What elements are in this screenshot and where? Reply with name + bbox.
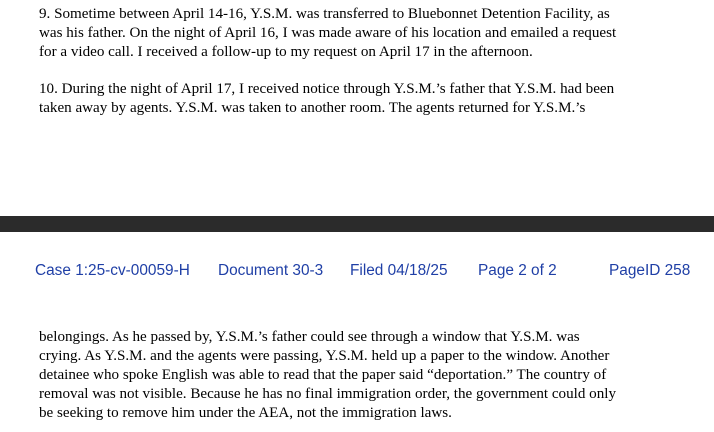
paragraph-9-line: 9. Sometime between April 14-16, Y.S.M. was transferred to Bluebonnet Detention Facility, as [39, 6, 610, 22]
paragraph-10-continued-line: crying. As Y.S.M. and the agents were passing, Y.S.M. held up a paper to the window. Another [39, 348, 610, 364]
paragraph-10-continued-line: belongings. As he passed by, Y.S.M.’s father could see through a window that Y.S.M. was [39, 329, 580, 345]
paragraph-10-continued-line: be seeking to remove him under the AEA, not the immigration laws. [39, 405, 452, 421]
case-number: Case 1:25-cv-00059-H [35, 262, 190, 279]
page-number: Page 2 of 2 [478, 262, 557, 279]
paragraph-9 [39, 5, 689, 62]
page-id: PageID 258 [609, 262, 691, 279]
document-number: Document 30-3 [218, 262, 324, 279]
paragraph-10-continued-line: detainee who spoke English was able to read that the paper said “deportation.” The country of [39, 367, 607, 383]
paragraph-10-continued [39, 328, 689, 423]
paragraph-10-line: taken away by agents. Y.S.M. was taken to another room. The agents returned for Y.S.M.’s [39, 100, 586, 116]
paragraph-9-line: for a video call. I received a follow-up to my request on April 17 in the afternoon. [39, 44, 533, 60]
page-break-divider [0, 216, 714, 232]
paragraph-10 [39, 80, 689, 118]
paragraph-10-line: 10. During the night of April 17, I received notice through Y.S.M.’s father that Y.S.M. had been [39, 81, 615, 97]
paragraph-9-line: was his father. On the night of April 16, I was made aware of his location and emailed a request [39, 25, 617, 41]
paragraph-10-continued-line: removal was not visible. Because he has no final immigration order, the government could only [39, 386, 617, 402]
filed-date: Filed 04/18/25 [350, 262, 448, 279]
